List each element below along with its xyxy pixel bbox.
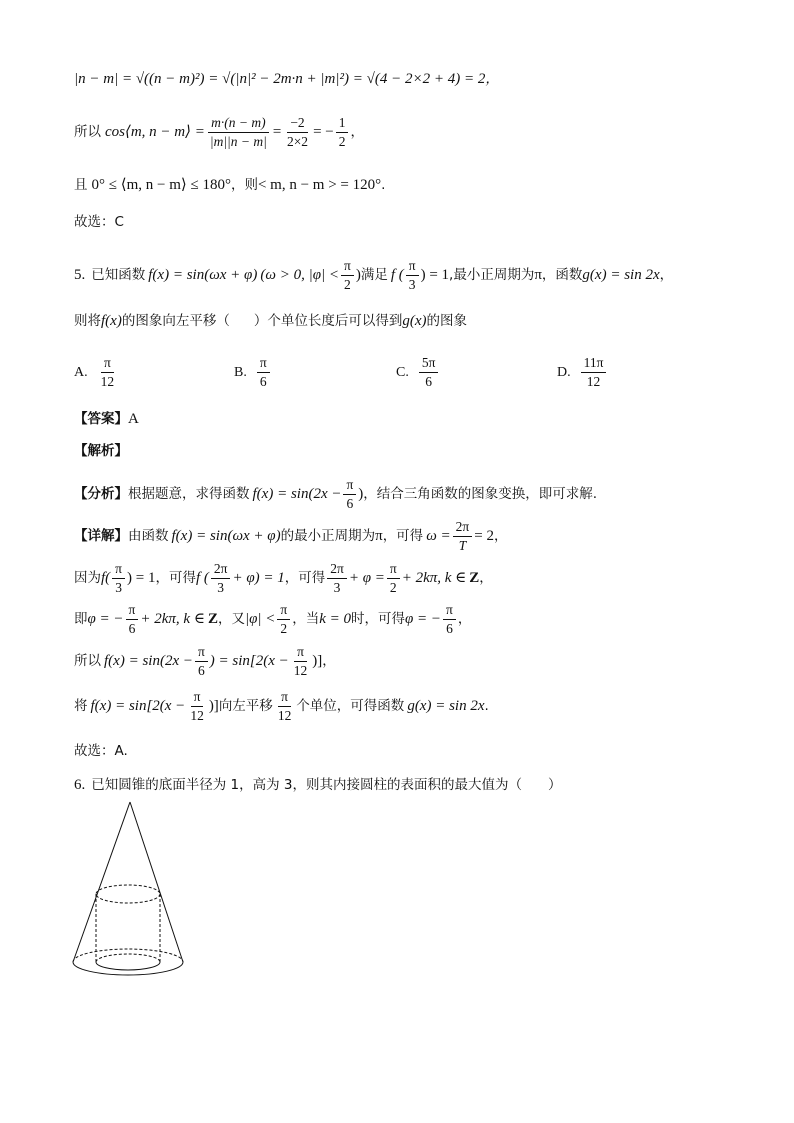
fenxi-text: 根据题意，求得函数 (128, 485, 250, 502)
option-fraction (98, 356, 118, 389)
equals-minus: = − (313, 124, 334, 141)
fraction-denominator: 3 (217, 580, 225, 596)
fraction-numerator: 2π (211, 562, 231, 579)
fraction-denominator: 12 (190, 708, 204, 724)
option-label: A. (74, 364, 88, 380)
fraction-numerator: π (406, 259, 419, 276)
function-g-definition: g(x) = sin 2x (582, 267, 660, 284)
text-qie: 且 (74, 176, 88, 193)
cosine-equation (74, 116, 364, 149)
fraction-numerator: π (112, 562, 125, 579)
abs-phi-less: |φ| < (244, 611, 276, 628)
fraction-pi-over-12 (275, 690, 295, 723)
detail-text: ，又 (217, 610, 245, 627)
fraction-denominator: 2 (280, 621, 288, 637)
xiangjie-line-2 (74, 562, 493, 595)
fraction-numerator: π (278, 690, 291, 707)
fraction-numerator: π (101, 356, 114, 373)
pi: π (375, 528, 383, 545)
fraction-numerator: 2π (453, 520, 473, 537)
fenxi-line (74, 478, 597, 511)
period: . (484, 697, 489, 714)
fraction-pi-over-3 (112, 562, 125, 595)
fraction-denominator: 2×2 (286, 134, 309, 150)
close-bracket: )] (312, 653, 323, 670)
plus-phi-equals: + φ = (348, 570, 385, 587)
fraction-denominator: 2 (344, 277, 351, 293)
xiangjie-tag: 【详解】 (74, 527, 128, 544)
fraction-numerator: −2 (287, 116, 307, 133)
detail-text: 时，可得 (350, 610, 405, 627)
fraction-pi-over-6 (126, 603, 139, 636)
fraction-numerator: π (443, 603, 456, 620)
fraction-numerator: π (387, 562, 400, 579)
f-of: f( (101, 570, 111, 587)
fraction-denominator: T (458, 538, 467, 554)
fraction-pi-over-6 (195, 645, 208, 678)
fraction-denominator: 2 (338, 134, 346, 150)
comma: ， (479, 569, 493, 586)
option-label: D. (557, 364, 571, 380)
fraction-numerator: 11π (581, 356, 607, 373)
fraction-2pi-over-T (453, 520, 473, 553)
fraction-2pi-over-3 (327, 562, 347, 595)
equals-one: ) = 1 (127, 570, 156, 587)
phi-equals-minus: φ = − (87, 611, 124, 628)
fraction-numerator: 2π (327, 562, 347, 579)
plus-2kpi: + 2kπ, k ∈ (401, 570, 467, 587)
fenxi-tag: 【分析】 (74, 485, 128, 502)
cone-left-edge (73, 802, 130, 962)
detail-text: ，可得 (382, 527, 424, 544)
plus-2kpi: + 2kπ, k ∈ (140, 611, 205, 628)
pi: π (534, 267, 542, 284)
fraction-numerator: π (126, 603, 139, 620)
close-paren: ) (358, 486, 364, 503)
plus-phi-equals-one: + φ) = 1 (232, 570, 285, 587)
cylinder-base-back (96, 954, 160, 962)
fraction-denominator: 6 (346, 496, 354, 512)
fraction-pi-over-6 (443, 603, 456, 636)
fraction-denominator: 12 (100, 374, 115, 390)
fenxi-text: ，结合三角函数的图象变换，即可求解. (363, 485, 598, 502)
fraction-dot-over-magnitudes (207, 116, 270, 149)
integers-symbol: Z (207, 611, 218, 628)
answer-tag: 【答案】 (74, 410, 128, 427)
cos-expression: cos⟨m, n − m⟩ = (105, 124, 205, 141)
fraction-numerator: π (195, 645, 208, 662)
fraction-numerator: π (191, 690, 204, 707)
g-definition: g(x) = sin 2x (407, 698, 485, 715)
option-a[interactable] (74, 356, 119, 389)
angle-result-expression: < m, n − m > = 120° (257, 177, 382, 193)
detail-text: ，可得 (284, 569, 326, 586)
question-6-line (74, 778, 562, 793)
comma: ， (350, 123, 364, 140)
function-g: g(x) (402, 313, 427, 329)
comma: ， (485, 70, 499, 87)
f-expression: f(x) = sin[2(x − (90, 698, 186, 715)
text-ze: ，则 (230, 176, 258, 193)
detail-text: 所以 (74, 652, 101, 669)
angle-range-line (74, 178, 385, 193)
detail-text: 的最小正周期为 (280, 527, 376, 544)
fraction-denominator: 3 (408, 277, 416, 293)
fraction-pi-over-6 (343, 478, 356, 511)
fraction-denominator: 6 (128, 621, 136, 637)
cone-base-back (73, 949, 183, 962)
option-c[interactable] (396, 356, 440, 389)
fraction-denominator: 12 (586, 374, 601, 390)
xiangjie-line-4 (74, 645, 336, 678)
fraction-denominator: 6 (446, 621, 453, 637)
choice-a-line (74, 745, 128, 759)
fraction-denominator: 6 (425, 374, 432, 390)
phi-equals-minus: φ = − (404, 611, 442, 628)
fraction-numerator: π (294, 645, 307, 662)
fraction-numerator: π (277, 603, 290, 620)
fraction-minus2-over-2x2 (284, 116, 311, 149)
cone-right-edge (130, 802, 183, 962)
f-definition: f(x) = sin(ωx + φ) (171, 528, 281, 545)
f-expression: f(x) = sin(2x − (104, 653, 193, 670)
fraction-denominator: 2 (389, 580, 397, 596)
option-label: C. (396, 364, 409, 380)
function-f-definition: f(x) = sin(ωx + φ) (148, 267, 258, 284)
fraction-denominator: 12 (277, 708, 292, 724)
function-f: f(x) (101, 313, 122, 329)
comma: ， (457, 610, 472, 627)
fraction-pi-over-3 (406, 259, 419, 292)
k-equals-zero: k = 0 (319, 611, 351, 628)
fraction-numerator: 5π (419, 356, 439, 373)
option-fraction (581, 356, 607, 389)
fraction-numerator: π (341, 259, 354, 276)
choice-text: 故选：A. (74, 743, 128, 759)
fraction-pi-over-12 (291, 645, 311, 678)
fraction-denominator: 6 (198, 663, 205, 679)
question-number: 6. (74, 777, 86, 793)
fraction-denominator: |m||n − m| (209, 134, 267, 150)
detail-text: 个单位，可得函数 (296, 697, 405, 714)
fraction-numerator: 1 (336, 116, 349, 133)
fraction-denominator: 3 (333, 580, 341, 596)
question-text: 的图象向左平移（ (121, 312, 230, 329)
answer-line (74, 412, 139, 427)
f-of: f ( (390, 267, 404, 284)
xiangjie-line-3 (74, 603, 471, 636)
question-text: 满足 (360, 266, 388, 283)
fraction-denominator: 6 (259, 374, 267, 390)
detail-text: 因为 (74, 569, 101, 586)
xiangjie-line-5 (74, 690, 489, 723)
cone-base-front (73, 962, 183, 975)
question-text: ，函数 (541, 266, 583, 283)
cone-cylinder-figure (66, 796, 196, 986)
xiangjie-line-1 (74, 520, 507, 553)
equals-two: = 2 (474, 528, 494, 545)
close-paren: ） (548, 776, 562, 793)
magnitude-expression: |n − m| = √((n − m)²) = √(|n|² − 2m·n + |m|²) = √(4 − 2×2 + 4) = 2 (74, 71, 486, 87)
detail-text: ，当 (292, 610, 320, 627)
fraction-pi-over-12 (187, 690, 207, 723)
option-d[interactable] (557, 356, 608, 389)
f-of: f ( (195, 570, 209, 587)
choice-text: 故选：C (74, 214, 124, 230)
detail-text: 向左平移 (218, 697, 273, 714)
fraction-pi-over-2 (387, 562, 400, 595)
close-bracket: )] (208, 698, 219, 715)
comma: ， (659, 266, 674, 283)
period: . (381, 176, 386, 193)
answer-value: A (128, 411, 139, 427)
question-text: ,最小正周期为 (449, 266, 535, 283)
question-text: 的图象 (426, 312, 467, 329)
detail-text: 由函数 (128, 527, 169, 544)
option-b[interactable] (234, 356, 272, 389)
condition-expression: (ω > 0, |φ| < (260, 267, 339, 284)
fraction-2pi-over-3 (211, 562, 231, 595)
fraction-pi-over-2 (277, 603, 290, 636)
question-text: ）个单位长度后可以得到 (253, 312, 403, 329)
question-text: 则将 (74, 312, 101, 329)
fraction-numerator: π (343, 478, 356, 495)
sin-expression: ) = sin[2(x − (209, 653, 289, 670)
comma: ， (493, 527, 508, 544)
question-text: 已知函数 (91, 266, 146, 283)
cylinder-top-ellipse (96, 885, 160, 903)
text-suoyi: 所以 (74, 123, 101, 140)
choice-c-line (74, 216, 124, 230)
question-text: 已知圆锥的底面半径为 1，高为 3，则其内接圆柱的表面积的最大值为（ (91, 776, 523, 793)
vector-magnitude-equation (74, 72, 499, 87)
question-5-line-1 (74, 259, 673, 292)
equals-one: ) = 1 (420, 267, 450, 284)
fraction-denominator: 3 (115, 580, 122, 596)
integers-symbol: Z (469, 570, 480, 587)
f-expression: f(x) = sin(2x − (252, 486, 342, 503)
fraction-one-half (336, 116, 349, 149)
cylinder-base-front (96, 962, 160, 970)
close-paren: ) (355, 267, 361, 284)
option-fraction (257, 356, 270, 389)
fraction-pi-over-2 (341, 259, 354, 292)
question-number: 5. (74, 267, 86, 284)
angle-range-expression: 0° ≤ ⟨m, n − m⟩ ≤ 180° (91, 177, 231, 193)
omega-equals: ω = (426, 528, 451, 545)
detail-text: 将 (74, 697, 88, 714)
equals: = (271, 124, 282, 141)
fraction-numerator: π (257, 356, 270, 373)
fraction-numerator: m·(n − m) (208, 116, 268, 133)
fraction-denominator: 12 (293, 663, 308, 679)
question-5-line-2 (74, 314, 467, 329)
detail-text: ，可得 (155, 569, 196, 586)
comma: ， (322, 652, 336, 669)
detail-text: 即 (74, 610, 88, 627)
option-fraction (419, 356, 439, 389)
analysis-line (74, 445, 128, 459)
option-label: B. (234, 364, 247, 380)
analysis-tag: 【解析】 (74, 443, 128, 459)
